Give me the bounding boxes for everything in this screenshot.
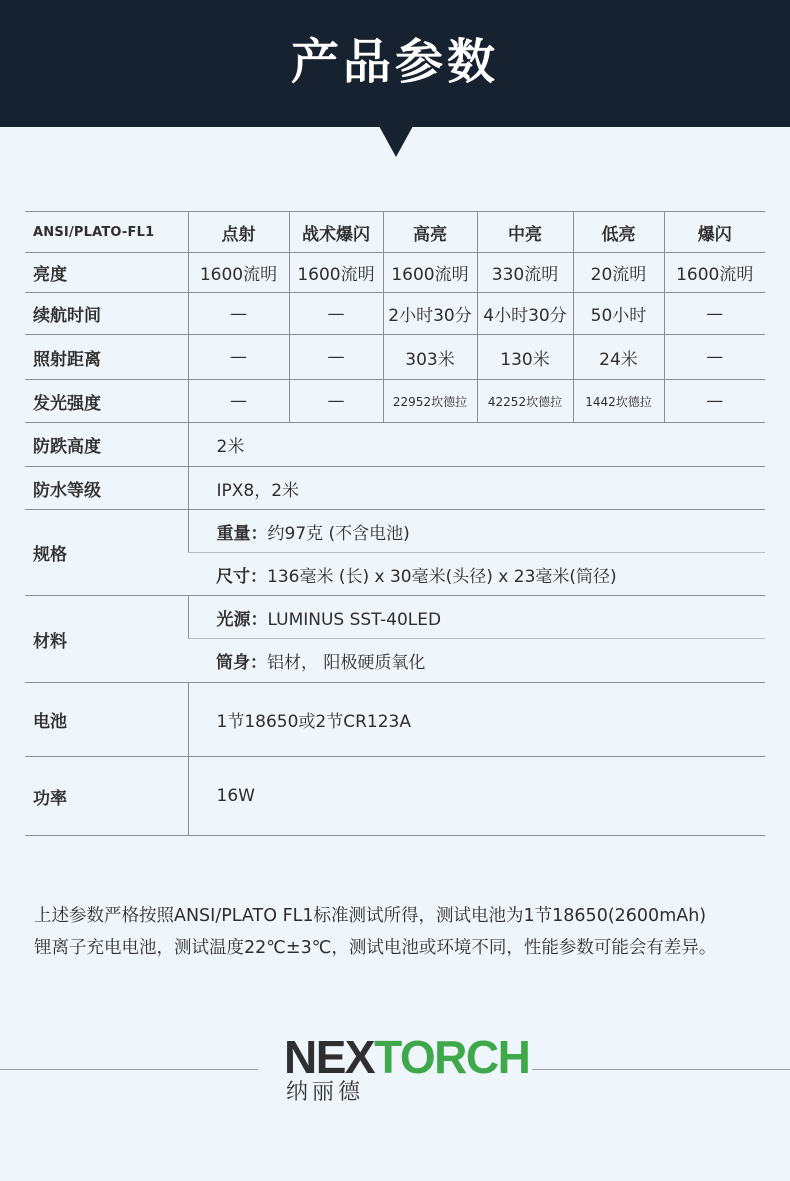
column-header: 爆闪 [664,212,765,253]
table-cell: 2小时30分 [383,293,477,335]
table-row-battery [25,683,765,757]
column-header: ANSI/PLATO-FL1 [25,212,188,253]
table-cell: — [188,380,289,423]
spec-table [25,211,765,836]
body-value: 铝材， 阳极硬质氧化 [267,653,426,673]
table-cell: 330流明 [477,253,573,293]
table-cell: 24米 [573,335,664,380]
light-source-key: 光源： [216,609,268,630]
table-row-runtime [25,293,765,335]
table-cell: 42252坎德拉 [477,380,573,423]
light-source-value: LUMINUS SST-40LED [267,609,442,630]
logo-part-torch: TORCH [374,1031,530,1083]
table-cell: — [664,293,765,335]
row-label: 防水等级 [25,467,188,510]
table-cell: 1442坎德拉 [573,380,664,423]
table-row-brightness [25,253,765,293]
table-cell: — [664,335,765,380]
table-cell [188,553,765,596]
row-label: 照射距离 [25,335,188,380]
row-label: 规格 [25,510,188,596]
table-row-power [25,757,765,836]
row-label: 功率 [25,757,188,836]
table-cell: — [289,293,383,335]
footer-divider-right [532,1069,790,1070]
header-banner [0,0,790,127]
table-cell: 1节18650或2节CR123A [188,683,765,757]
brand-logo [284,1031,530,1113]
weight-value: 约97克 (不含电池) [267,523,410,544]
table-cell: — [289,335,383,380]
table-cell: — [188,293,289,335]
table-cell: 20流明 [573,253,664,293]
table-cell: — [289,380,383,423]
table-cell: 1600流明 [664,253,765,293]
table-row-drop-height [25,423,765,467]
table-cell: — [664,380,765,423]
table-cell: 1600流明 [289,253,383,293]
column-header: 高亮 [383,212,477,253]
table-cell: 16W [188,757,765,836]
table-cell: 130米 [477,335,573,380]
header-pointer [379,126,413,157]
row-label: 电池 [25,683,188,757]
size-key: 尺寸： [216,566,267,587]
table-cell [188,596,765,639]
body-key: 筒身： [216,653,267,673]
column-header: 中亮 [477,212,573,253]
table-row-distance [25,335,765,380]
row-label: 亮度 [25,253,188,293]
note-line: 上述参数严格按照ANSI/PLATO FL1标准测试所得，测试电池为1节18650(2600mAh) [34,906,707,926]
table-cell: 1600流明 [188,253,289,293]
table-row-material-light [25,596,765,639]
table-cell: 303米 [383,335,477,380]
table-cell: — [188,335,289,380]
logo-chinese-name: 纳丽德 [286,1080,365,1105]
weight-key: 重量： [216,523,268,544]
row-label: 材料 [25,596,188,683]
table-header-row [25,212,765,253]
table-cell: 22952坎德拉 [383,380,477,423]
table-cell: IPX8，2米 [188,467,765,510]
table-cell [188,639,765,683]
logo-part-nex: NEX [284,1031,375,1083]
column-header: 战术爆闪 [289,212,383,253]
table-cell: 4小时30分 [477,293,573,335]
column-header: 低亮 [573,212,664,253]
table-cell: 1600流明 [383,253,477,293]
size-value: 136毫米 (长) x 30毫米(头径) x 23毫米(筒径) [267,566,617,587]
table-row-waterproof [25,467,765,510]
logo-wordmark [284,1033,529,1081]
table-cell: 50小时 [573,293,664,335]
table-cell: 2米 [188,423,765,467]
table-cell [188,510,765,553]
page-title: 产品参数 [290,34,499,90]
test-conditions-note [34,900,764,964]
row-label: 发光强度 [25,380,188,423]
note-line: 锂离子充电电池，测试温度22℃±3℃，测试电池或环境不同，性能参数可能会有差异。 [34,938,717,958]
table-row-intensity [25,380,765,423]
row-label: 续航时间 [25,293,188,335]
row-label: 防跌高度 [25,423,188,467]
footer-divider-left [0,1069,258,1070]
column-header: 点射 [188,212,289,253]
table-row-spec-weight [25,510,765,553]
